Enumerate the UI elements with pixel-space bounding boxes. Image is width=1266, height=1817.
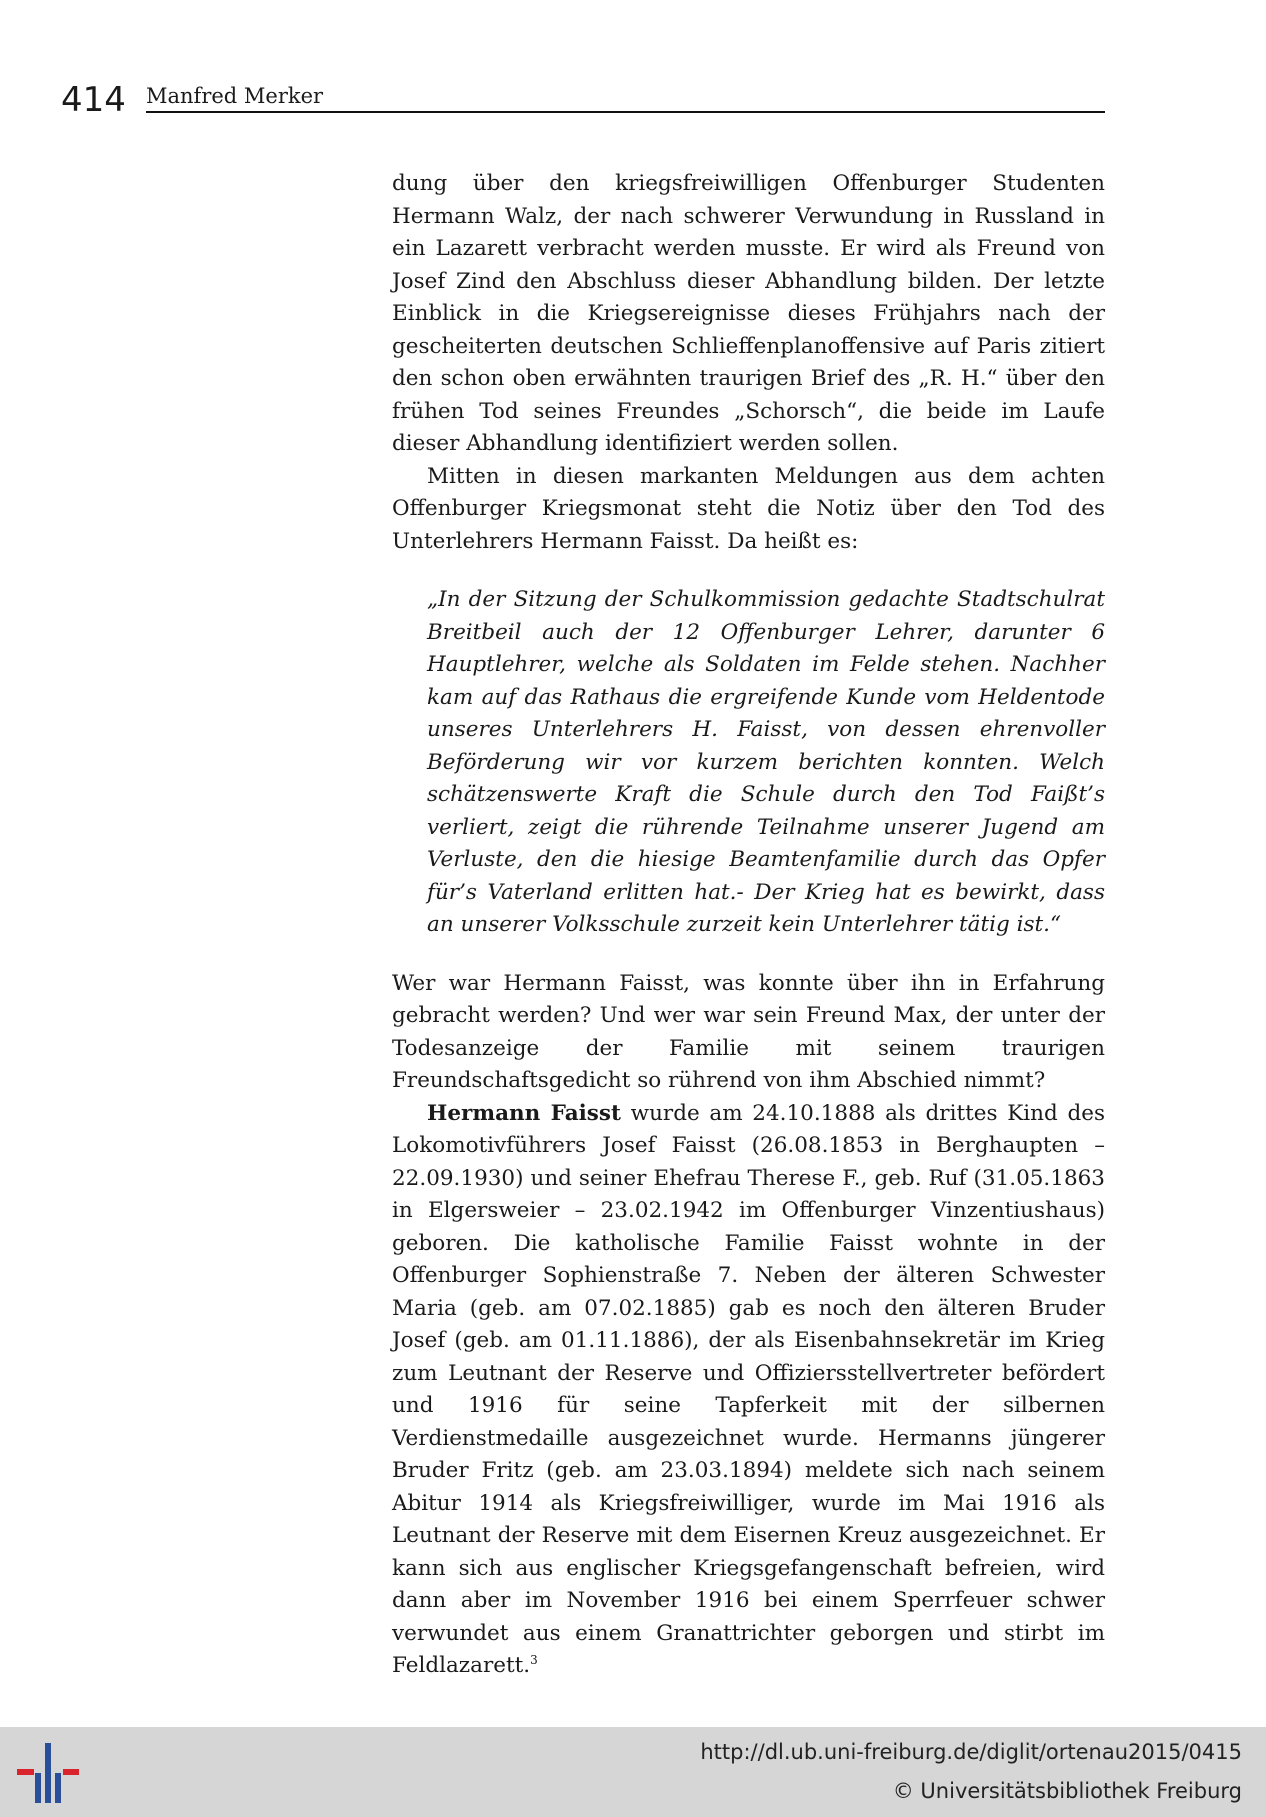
block-quote: „In der Sitzung der Schulkommission gedachte Stadtschulrat Breitbeil auch der 12 Offenburger Lehrer, darunter 6 Hauptlehrer, welche als Soldaten im Felde stehen. Nachher kam auf das Rathaus die ergreifende Kunde vom Heldentode unseres Unterlehrers H. Faisst, von dessen ehrenvoller Beförderung wir vor kurzem berichten konnten. Welch schätzenswerte Kraft die Schule durch den Tod Faißt’s verliert, zeigt die rührende Teilnahme unserer Jugend am Verluste, den die hiesige Beamtenfamilie durch das Opfer für’s Vaterland erlitten hat.- Der Krieg hat es bewirkt, dass an unserer Volksschule zurzeit kein Unterlehrer tätig ist.“ — [427, 587, 1105, 937]
paragraph-1: dung über den kriegsfreiwilligen Offenburger Studenten Hermann Walz, der nach schwerer Verwundung in Russland in ein Lazarett verbracht werden musste. Er wird als Freund von Josef Zind den Abschluss dieser Abhandlung bilden. Der letzte Einblick in die Kriegsereignisse dieses Frühjahrs nach der gescheiterten deutschen Schlieffenplanoffensive auf Paris zitiert den schon oben erwähnten traurigen Brief des „R. H.“ über den frühen Tod seines Freundes „Schorsch“, die beide im Laufe dieser Abhandlung identifiziert werden sollen. — [392, 171, 1105, 456]
ub-freiburg-logo-icon — [17, 1743, 79, 1803]
body-text — [392, 168, 1105, 1683]
logo-blue-bar-center — [45, 1743, 51, 1803]
page-number: 414 — [61, 80, 126, 120]
footer-copyright: © Universitätsbibliothek Freiburg — [892, 1779, 1242, 1803]
header-rule — [146, 111, 1105, 113]
paragraph-4 — [392, 1098, 1105, 1683]
paragraph-2: Mitten in diesen markanten Meldungen aus dem achten Offenburger Kriegsmonat steht die Notiz über den Tod des Unterlehrers Hermann Faisst. Da heißt es: — [392, 463, 1105, 554]
logo-red-bar-left — [17, 1769, 34, 1775]
footer-url[interactable]: http://dl.ub.uni-freiburg.de/diglit/ortenau2015/0415 — [700, 1740, 1242, 1764]
logo-blue-bar-left — [35, 1773, 41, 1803]
paragraph-4-text: wurde am 24.10.1888 als drittes Kind des Lokomotivführers Josef Faisst (26.08.1853 in Berghaupten – 22.09.1930) und seiner Ehefrau Therese F., geb. Ruf (31.05.1863 in Elgersweier – 23.02.1942 im Offenburger Vinzentiushaus) geboren. Die katholische Familie Faisst wohnte in der Offenburger Sophienstraße 7. Neben der älteren Schwester Maria (geb. am 07.02.1885) gab es noch den älteren Bruder Josef (geb. am 01.11.1886), der als Eisenbahnsekretär im Krieg zum Leutnant der Reserve und Offiziersstellvertreter befördert und 1916 für seine Tapferkeit mit der silbernen Verdienstmedaille ausgezeichnet wurde. Hermanns jüngerer Bruder Fritz (geb. am 23.03.1894) meldete sich nach seinem Abitur 1914 als Kriegsfreiwilliger, wurde im Mai 1916 als Leutnant der Reserve mit dem Eisernen Kreuz ausgezeichnet. Er kann sich aus englischer Kriegsgefangenschaft befreien, wird dann aber im November 1916 bei einem Sperrfeuer schwer verwundet aus einem Granattrichter geborgen und stirbt im Feldlazarett. — [392, 1100, 1105, 1678]
footnote-ref[interactable]: 3 — [530, 1653, 538, 1667]
running-head: Manfred Merker — [146, 84, 324, 108]
paragraph-3: Wer war Hermann Faisst, was konnte über ihn in Erfahrung gebracht werden? Und wer war sein Freund Max, der unter der Todesanzeige der Familie mit seinem traurigen Freundschaftsgedicht so rührend von ihm Abschied nimmt? — [392, 970, 1105, 1093]
logo-red-bar-right — [63, 1769, 79, 1775]
logo-blue-bar-right — [55, 1773, 61, 1803]
footer-bar — [0, 1727, 1266, 1817]
bold-name: Hermann Faisst — [427, 1100, 621, 1126]
